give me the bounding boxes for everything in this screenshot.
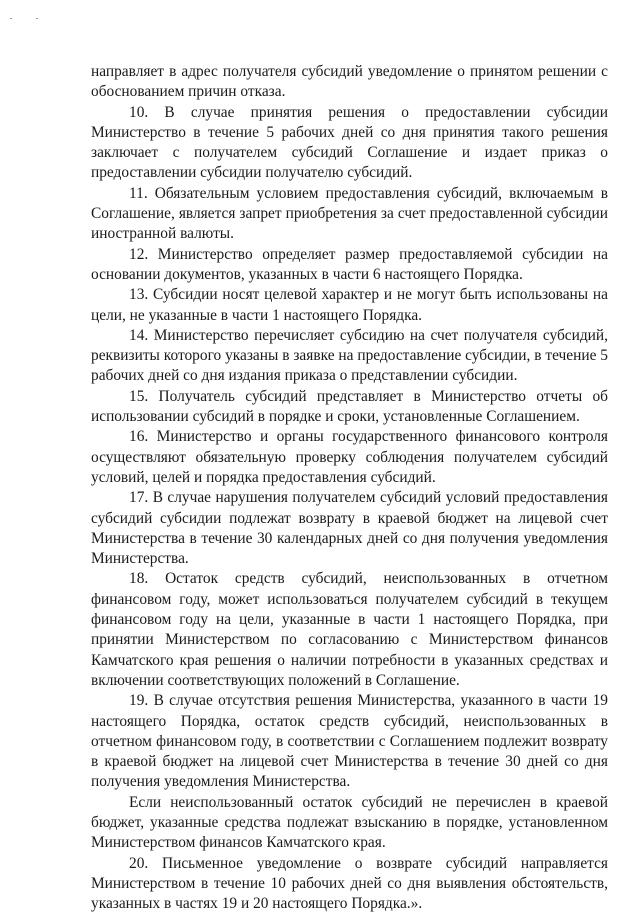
paragraph-20: 20. Письменное уведомление о возврате субсидий направляется Министерством в течение 10 рабочих дней со дня выявления обстоятельств, указанных в частях 19 и 20 настоящего Порядка.».	[91, 854, 608, 913]
paragraph-17: 17. В случае нарушения получателем субсидий условий предоставления субсидий субсидии подлежат возврату в краевой бюджет на лицевой счет Министерства в течение 30 календарных дней со дня получения уведомления Министерства.	[91, 489, 608, 568]
paragraph-13: 13. Субсидии носят целевой характер и не могут быть использованы на цели, не указанные в части 1 настоящего Порядка.	[91, 286, 608, 324]
paragraph-continuation: направляет в адрес получателя субсидий уведомление о принятом решении с обоснованием причин отказа.	[91, 63, 608, 101]
paragraph-19: 19. В случае отсутствия решения Министерства, указанного в части 19 настоящего Порядка, остаток средств субсидий, неиспользованных в отчетном финансовом году, в соответствии с Соглашением подлежит возврату в краевой бюджет на лицевой счет Министерства в течение 30 дней со дня получения уведомления Министерства.	[91, 692, 608, 791]
scan-speck	[10, 18, 12, 19]
paragraph-14: 14. Министерство перечисляет субсидию на счет получателя субсидий, реквизиты которого указаны в заявке на предоставление субсидии, в течение 5 рабочих дней со дня издания приказа о представлении субсидии.	[91, 326, 608, 385]
paragraph-10: 10. В случае принятия решения о предоставлении субсидии Министерство в течение 5 рабочих дней со дня принятия такого решения заключает с получателем субсидий Соглашение и издает приказ о предоставлении субсидии получателю субсидий.	[91, 103, 608, 182]
paragraph-11: 11. Обязательным условием предоставления субсидий, включаемым в Соглашение, является запрет приобретения за счет предоставленной субсидии иностранной валюты.	[91, 184, 608, 243]
scan-speck	[36, 18, 38, 19]
document-body	[91, 62, 608, 914]
paragraph-12: 12. Министерство определяет размер предоставляемой субсидии на основании документов, указанных в части 6 настоящего Порядка.	[91, 245, 608, 283]
paragraph-19-continuation: Если неиспользованный остаток субсидий не перечислен в краевой бюджет, указанные средства подлежат взысканию в порядке, установленном Министерством финансов Камчатского края.	[91, 793, 608, 852]
paragraph-18: 18. Остаток средств субсидий, неиспользованных в отчетном финансовом году, может использоваться получателем субсидий в текущем финансовом году на цели, указанные в части 1 настоящего Порядка, при принятии Министерством по согласованию с Министерством финансов Камчатского края решения о наличии потребности в указанных средствах и включении соответствующих положений в Соглашение.	[91, 570, 608, 689]
paragraph-16: 16. Министерство и органы государственного финансового контроля осуществляют обязательную проверку соблюдения получателем субсидий условий, целей и порядка предоставления субсидий.	[91, 428, 608, 486]
paragraph-15: 15. Получатель субсидий представляет в Министерство отчеты об использовании субсидий в порядке и сроки, установленные Соглашением.	[91, 387, 608, 426]
